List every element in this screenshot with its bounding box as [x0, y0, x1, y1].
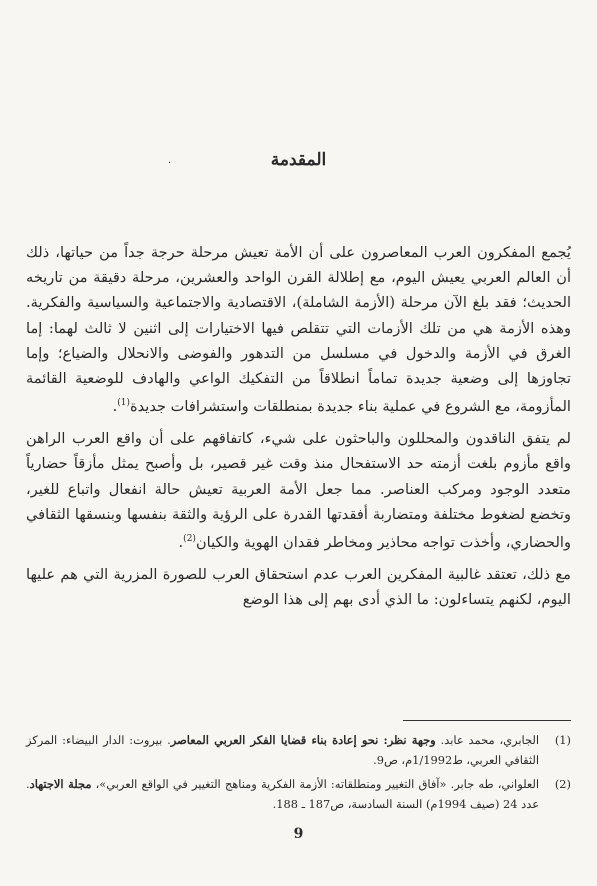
footnote-separator: [403, 720, 571, 721]
footnote-book-title: وجهة نظر: نحو إعادة بناء قضايا الفكر العربي المعاصر: [170, 733, 436, 747]
footnote-ref: (2): [183, 534, 196, 545]
footnote: [26, 774, 571, 814]
page-number: 9: [293, 826, 304, 842]
body-text: [26, 240, 571, 613]
footnote-number: (2): [554, 777, 571, 791]
paragraph-text: لم يتفق الناقدون والمحللون والباحثون على شيء، كاتفاقهم على أن واقع العرب الراهن واقع مأزوم بلغت أزمته حد الاستفحال منذ وقت غير قصير، بل وأصبح يمثل مأزقاً حضارياً متعدد الوجود ومركب العناصر. مما جعل الأمة العربية تعيش حالة انفعال واتباع للغير، وتخضع لضغوط مختلفة ومتضاربة أفقدتها القدرة على الرؤية والثقة بنفسها وبنسقها الثقافي والحضاري، وأخذت تواجه محاذير ومخاطر فقدان الهوية والكيان: [26, 430, 571, 551]
footnote-text-part: الجابري، محمد عابد.: [435, 733, 539, 747]
footnote-text: [26, 730, 539, 770]
paragraph-text: .: [178, 533, 184, 551]
paragraph: [26, 562, 571, 612]
footnote: [26, 730, 571, 770]
page-title: المقدمة: [270, 150, 327, 170]
paragraph-text: .: [112, 398, 118, 416]
paragraph-text: يُجمع المفكرون العرب المعاصرون على أن الأمة تعيش مرحلة حرجة جداً من حياتها، ذلك أن العالم العربي يعيش اليوم، مع إطلالة القرن الواحد والعشرين، مرحلة دقيقة من تاريخه الحديث؛ فقد بلغ الآن مرحلة (الأزمة الشاملة)، الاقتصادية والاجتماعية والسياسية والفكرية. وهذه الأزمة هي من تلك الأزمات التي تتقلص فيها الاختيارات إلى اثنين لا ثالث لهما: إما الغرق في الأزمة والدخول في مسلسل من التدهور والفوضى والانحلال والضياع؛ وإما تجاوزها إلى وضعية جديدة تماماً انطلاقاً من التفكيك الواعي والهادف للوضعية القائمة المأزومة، مع الشروع في عملية بناء جديدة بمنطلقات واستشرافات جديدة: [26, 244, 572, 416]
footnote-journal-title: مجلة الاجتهاد: [29, 777, 92, 791]
footnote-text-part: . بيروت: الدار البيضاء: المركز الثقافي العربي، ط1/1992م، ص9.: [26, 733, 539, 767]
footnotes: [26, 730, 571, 814]
decorative-dot: ·: [168, 158, 172, 169]
paragraph: [26, 426, 571, 555]
paragraph: [26, 240, 571, 419]
paragraph-text: مع ذلك، تعتقد غالبية المفكرين العرب عدم استحقاق العرب للصورة المزرية التي هم عليها اليوم، لكنهم يتساءلون: ما الذي أدى بهم إلى هذا الوضع: [26, 566, 571, 609]
footnote-text-part: . عدد 24 (صيف 1994م) السنة السادسة، ص187 ـ 188.: [26, 777, 539, 811]
footnote-number: (1): [554, 733, 571, 747]
footnote-text-part: العلواني، طه جابر. «آفاق التغيير ومنطلقاته: الأزمة الفكرية ومناهج التغيير في الواقع العربي»،: [91, 777, 539, 791]
footnote-ref: (1): [117, 398, 130, 409]
footnote-text: [26, 774, 539, 814]
